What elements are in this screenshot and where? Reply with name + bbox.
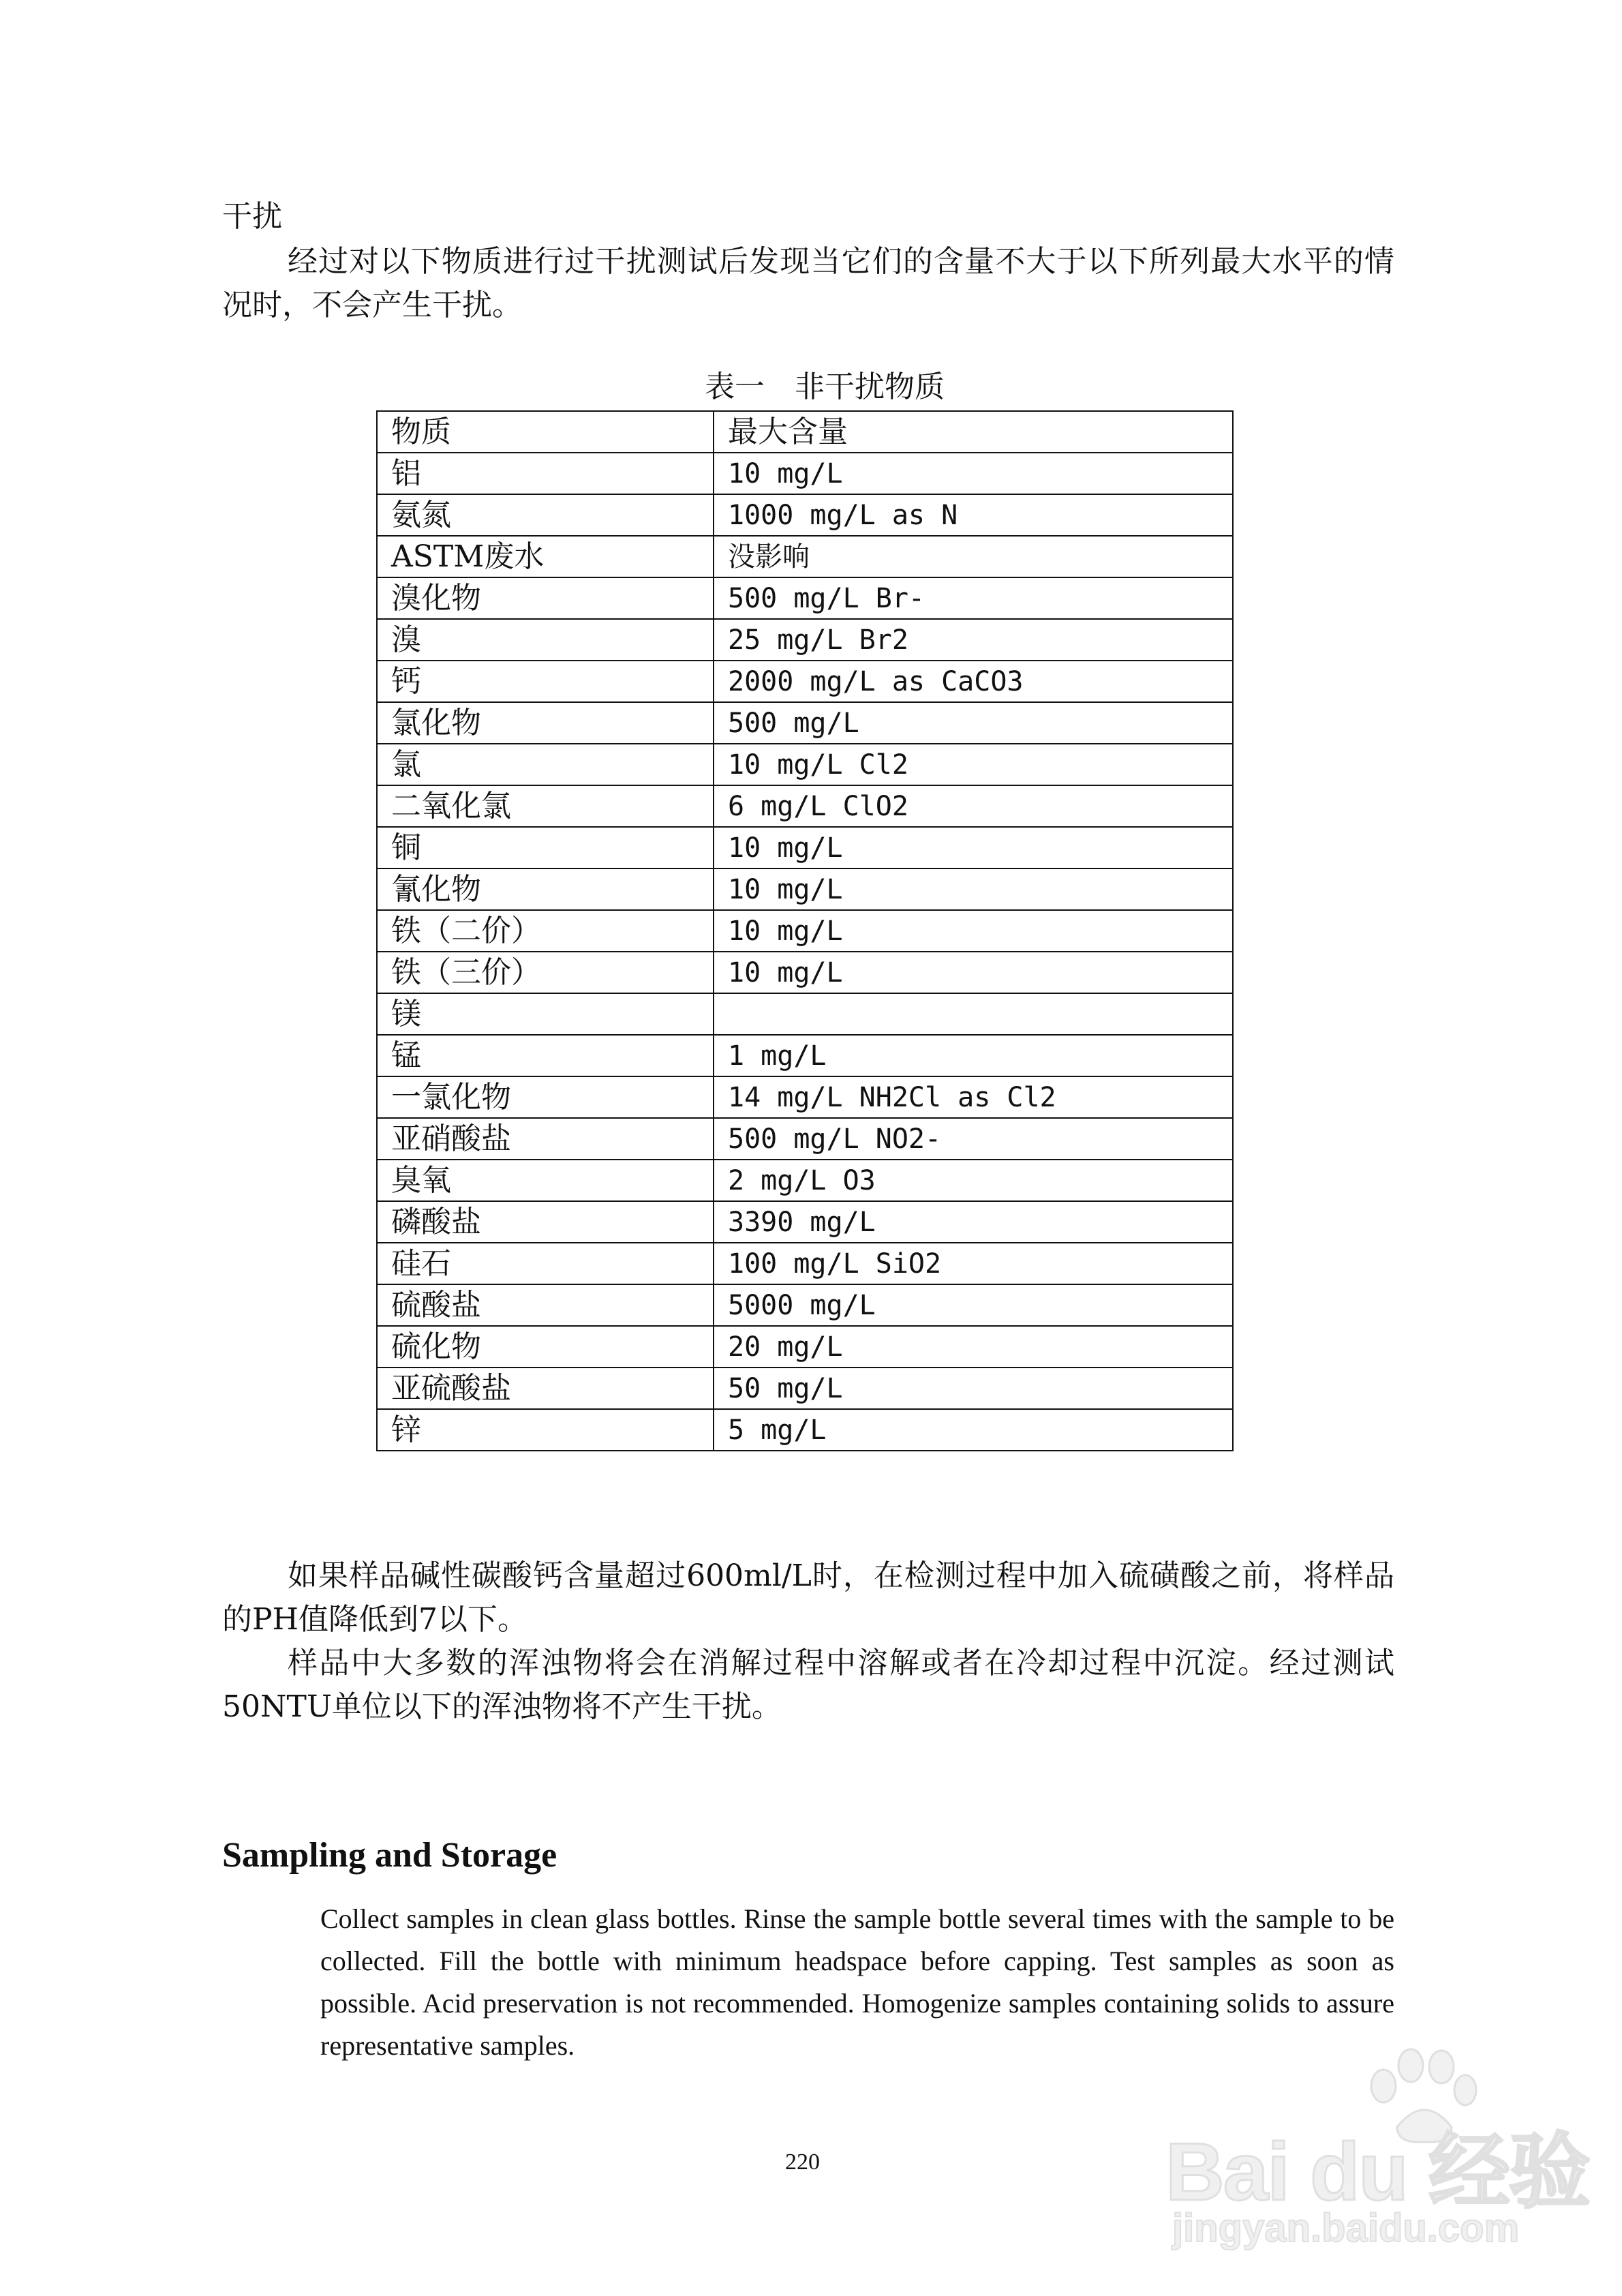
- max-level-cell: 5000 mg/L: [714, 1284, 1233, 1326]
- max-level-cell: 50 mg/L: [714, 1368, 1233, 1409]
- max-level-cell: 6 mg/L ClO2: [714, 785, 1233, 827]
- substance-cell: 硅石: [377, 1243, 714, 1284]
- table-row: [377, 1160, 1233, 1201]
- table-row: [377, 1409, 1233, 1451]
- header-substance: 物质: [377, 411, 714, 453]
- max-level-cell: 没影响: [714, 536, 1233, 577]
- max-level-cell: 10 mg/L Cl2: [714, 744, 1233, 785]
- table-row: [377, 702, 1233, 744]
- substance-cell: 二氧化氯: [377, 785, 714, 827]
- table-caption: 表一 非干扰物质: [705, 369, 945, 404]
- watermark-url: jingyan.baidu.com: [1172, 2206, 1520, 2250]
- table-row: [377, 785, 1233, 827]
- substance-cell: 亚硝酸盐: [377, 1118, 714, 1160]
- max-level-cell: [714, 993, 1233, 1035]
- substance-cell: 铜: [377, 827, 714, 868]
- table-row: [377, 661, 1233, 702]
- substance-cell: 氨氮: [377, 494, 714, 536]
- substance-cell: ASTM废水: [377, 536, 714, 577]
- table-row: [377, 619, 1233, 661]
- max-level-cell: 2000 mg/L as CaCO3: [714, 661, 1233, 702]
- table-row: [377, 952, 1233, 993]
- max-level-cell: 500 mg/L: [714, 702, 1233, 744]
- substance-cell: 溴化物: [377, 577, 714, 619]
- max-level-cell: 3390 mg/L: [714, 1201, 1233, 1243]
- table-row: [377, 910, 1233, 952]
- table-row: [377, 1284, 1233, 1326]
- substance-cell: 臭氧: [377, 1160, 714, 1201]
- interference-intro: 经过对以下物质进行过干扰测试后发现当它们的含量不大于以下所列最大水平的情况时，不会产生干扰。: [222, 244, 1394, 322]
- max-level-cell: 2 mg/L O3: [714, 1160, 1233, 1201]
- substance-cell: 铁（三价）: [377, 952, 714, 993]
- table-row: [377, 536, 1233, 577]
- non-interfering-substances-table: [376, 410, 1234, 1451]
- table-row: [377, 1076, 1233, 1118]
- max-level-cell: 1000 mg/L as N: [714, 494, 1233, 536]
- max-level-cell: 10 mg/L: [714, 952, 1233, 993]
- max-level-cell: 100 mg/L SiO2: [714, 1243, 1233, 1284]
- table-row: [377, 1118, 1233, 1160]
- table-header-row: [377, 411, 1233, 453]
- max-level-cell: 10 mg/L: [714, 910, 1233, 952]
- substance-cell: 亚硫酸盐: [377, 1368, 714, 1409]
- max-level-cell: 10 mg/L: [714, 868, 1233, 910]
- substance-cell: 氯化物: [377, 702, 714, 744]
- substance-cell: 铝: [377, 453, 714, 494]
- max-level-cell: 500 mg/L NO2-: [714, 1118, 1233, 1160]
- table-row: [377, 1368, 1233, 1409]
- substance-cell: 锌: [377, 1409, 714, 1451]
- table-row: [377, 993, 1233, 1035]
- table-row: [377, 494, 1233, 536]
- header-max-level: 最大含量: [714, 411, 1233, 453]
- substance-cell: 溴: [377, 619, 714, 661]
- turbidity-note: 样品中大多数的浑浊物将会在消解过程中溶解或者在冷却过程中沉淀。经过测试50NTU单位以下的浑浊物将不产生干扰。: [222, 1646, 1394, 1724]
- max-level-cell: 500 mg/L Br-: [714, 577, 1233, 619]
- table-row: [377, 744, 1233, 785]
- substance-cell: 铁（二价）: [377, 910, 714, 952]
- max-level-cell: 14 mg/L NH2Cl as Cl2: [714, 1076, 1233, 1118]
- substance-cell: 硫酸盐: [377, 1284, 714, 1326]
- max-level-cell: 5 mg/L: [714, 1409, 1233, 1451]
- max-level-cell: 20 mg/L: [714, 1326, 1233, 1368]
- alkalinity-note: 如果样品碱性碳酸钙含量超过600ml/L时，在检测过程中加入硫磺酸之前，将样品的PH值降低到7以下。: [222, 1558, 1394, 1637]
- max-level-cell: 10 mg/L: [714, 453, 1233, 494]
- table-row: [377, 827, 1233, 868]
- sampling-body: Collect samples in clean glass bottles. Rinse the sample bottle several times with the sample to be collected. Fill the bottle with minimum headspace before capping. Test samples as soon as possible. Acid preservation is not recommended. Homogenize samples containing solids to assure representative samples.: [320, 1903, 1394, 2061]
- interference-heading: 干扰: [222, 199, 282, 234]
- substance-cell: 氰化物: [377, 868, 714, 910]
- watermark-logo-text: Bai du 经验: [1165, 2126, 1590, 2218]
- substance-cell: 磷酸盐: [377, 1201, 714, 1243]
- sampling-heading: Sampling and Storage: [222, 1836, 557, 1875]
- substance-cell: 一氯化物: [377, 1076, 714, 1118]
- table-row: [377, 1326, 1233, 1368]
- max-level-cell: 1 mg/L: [714, 1035, 1233, 1076]
- max-level-cell: 25 mg/L Br2: [714, 619, 1233, 661]
- table-row: [377, 1243, 1233, 1284]
- substance-cell: 镁: [377, 993, 714, 1035]
- page-number: 220: [785, 2149, 820, 2175]
- baidu-jingyan-watermark: [1145, 2045, 1590, 2277]
- table-row: [377, 577, 1233, 619]
- substance-cell: 硫化物: [377, 1326, 714, 1368]
- substance-cell: 钙: [377, 661, 714, 702]
- table-row: [377, 453, 1233, 494]
- table-row: [377, 1035, 1233, 1076]
- substance-cell: 氯: [377, 744, 714, 785]
- table-row: [377, 1201, 1233, 1243]
- table-row: [377, 868, 1233, 910]
- max-level-cell: 10 mg/L: [714, 827, 1233, 868]
- substance-cell: 锰: [377, 1035, 714, 1076]
